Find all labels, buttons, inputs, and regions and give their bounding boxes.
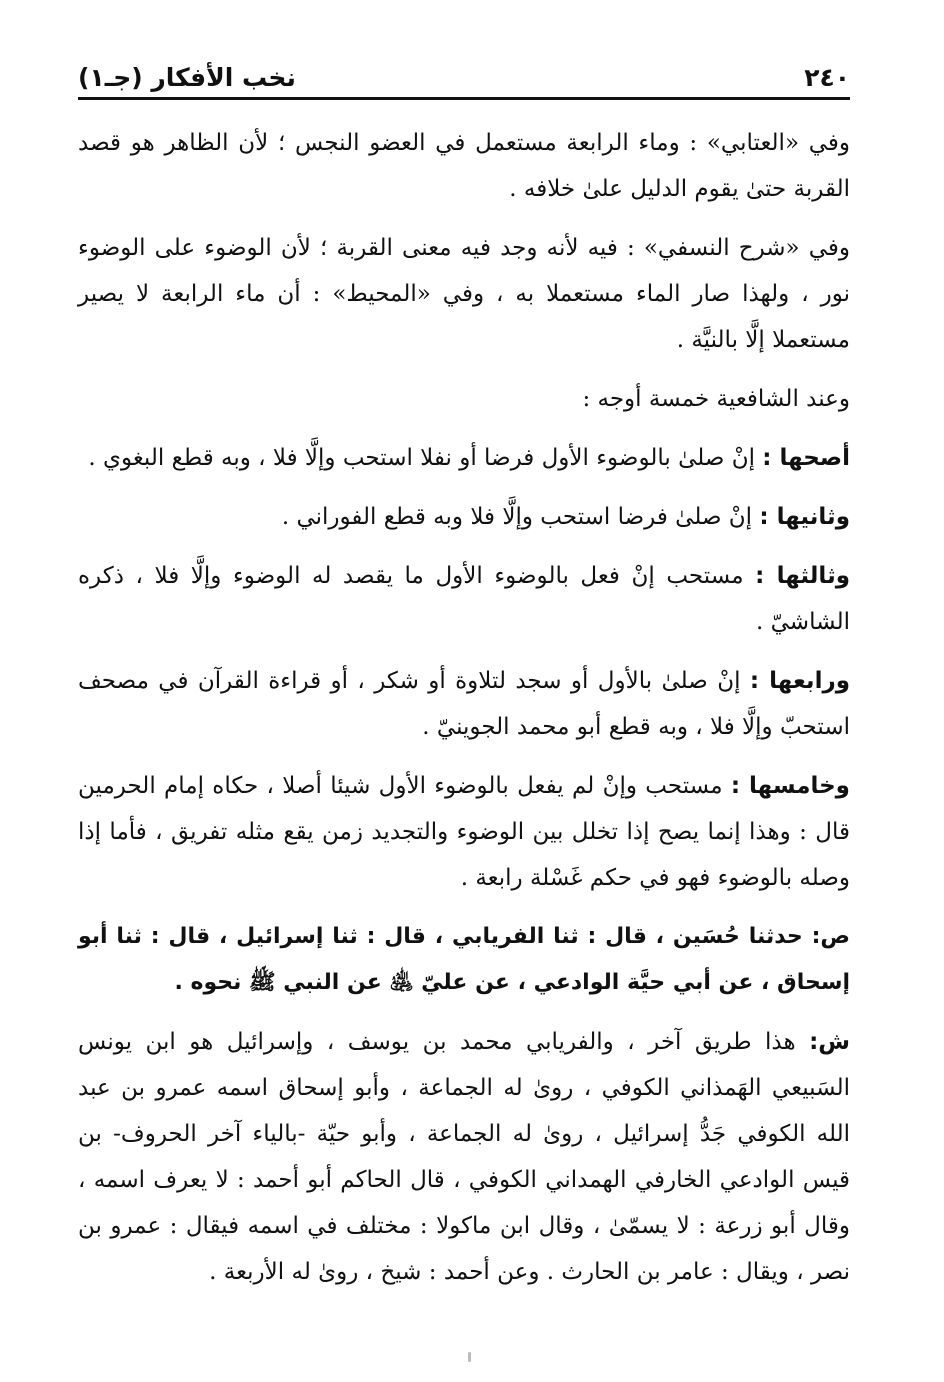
paragraph-lead: ش: xyxy=(809,1029,850,1055)
paragraph-hadith-text: ص: حدثنا حُسَين ، قال : ثنا الفريابي ، قال : ثنا إسرائيل ، قال : ثنا أبو إسحاق ، عن أبي حيَّة الوادعي ، عن عليّ ﵁ عن النبي ﷺ نحوه . xyxy=(78,924,850,995)
page-header xyxy=(78,58,850,96)
paragraph-lead: وثالثها : xyxy=(755,563,850,589)
page-number: ٢٤٠ xyxy=(804,62,850,92)
paragraph-second-view: وثانيها : إنْ صلىٰ فرضا استحب وإلَّا فلا وبه قطع الفوراني . xyxy=(281,504,850,530)
paragraph-lead: وخامسها : xyxy=(730,773,850,799)
paragraph-fifth-view: وخامسها : مستحب وإنْ لم يفعل بالوضوء الأول شيئا أصلا ، حكاه إمام الحرمين قال : وهذا إنما يصح إذا تخلل بين الوضوء والتجديد زمن يقع مثله تفريق ، فأما إذا وصله بالوضوء فهو في حكم غَسْلة رابعة . xyxy=(78,773,850,891)
paragraph-lead: ورابعها : xyxy=(749,668,850,694)
paragraph-first-view: أصحها : إنْ صلىٰ بالوضوء الأول فرضا أو نفلا استحب وإلَّا فلا ، وبه قطع البغوي . xyxy=(88,445,850,471)
paragraph-commentary: ش: هذا طريق آخر ، والفريابي محمد بن يوسف ، وإسرائيل هو ابن يونس السَبيعي الهَمذاني الكوفي ، روىٰ له الجماعة ، وأبو إسحاق اسمه عمرو بن عبد الله الكوفي جَدُّ إسرائيل ، روىٰ له الجماعة ، وأبو حيّة -بالياء آخر الحروف- بن قيس الوادعي الخارفي الهمداني الكوفي ، قال الحاكم أبو أحمد : لا يعرف اسمه ، وقال أبو زرعة : لا يسمّىٰ ، وقال ابن ماكولا : مختلف في اسمه فيقال : عمرو بن نصر ، ويقال : عامر بن الحارث . وعن أحمد : شيخ ، روىٰ له الأربعة . xyxy=(78,1029,850,1285)
book-title: نخب الأفكار (جـ١) xyxy=(78,62,296,92)
paragraph-lead: ص: xyxy=(811,924,850,949)
paragraph-lead: وثانيها : xyxy=(759,504,850,530)
paragraph-atabi: وفي «العتابي» : وماء الرابعة مستعمل في العضو النجس ؛ لأن الظاهر هو قصد القربة حتىٰ يقوم الدليل علىٰ خلافه . xyxy=(78,130,850,202)
paragraph-third-view: وثالثها : مستحب إنْ فعل بالوضوء الأول ما يقصد له الوضوء وإلَّا فلا ، ذكره الشاشيّ . xyxy=(78,563,850,635)
header-rule xyxy=(78,97,850,100)
paragraph-shafii-intro: وعند الشافعية خمسة أوجه : xyxy=(582,386,850,412)
paragraph-nasafi: وفي «شرح النسفي» : فيه لأنه وجد فيه معنى القربة ؛ لأن الوضوء على الوضوء نور ، ولهذا صار الماء مستعملا به ، وفي «المحيط» : أن ماء الرابعة لا يصير مستعملا إلَّا بالنيَّة . xyxy=(78,235,850,353)
page-body xyxy=(78,120,850,1308)
paragraph-fourth-view: ورابعها : إنْ صلىٰ بالأول أو سجد لتلاوة أو شكر ، أو قراءة القرآن في مصحف استحبّ وإلَّا فلا ، وبه قطع أبو محمد الجوينيّ . xyxy=(78,668,850,740)
paragraph-lead: أصحها : xyxy=(762,445,850,471)
scan-mark xyxy=(468,1352,471,1362)
